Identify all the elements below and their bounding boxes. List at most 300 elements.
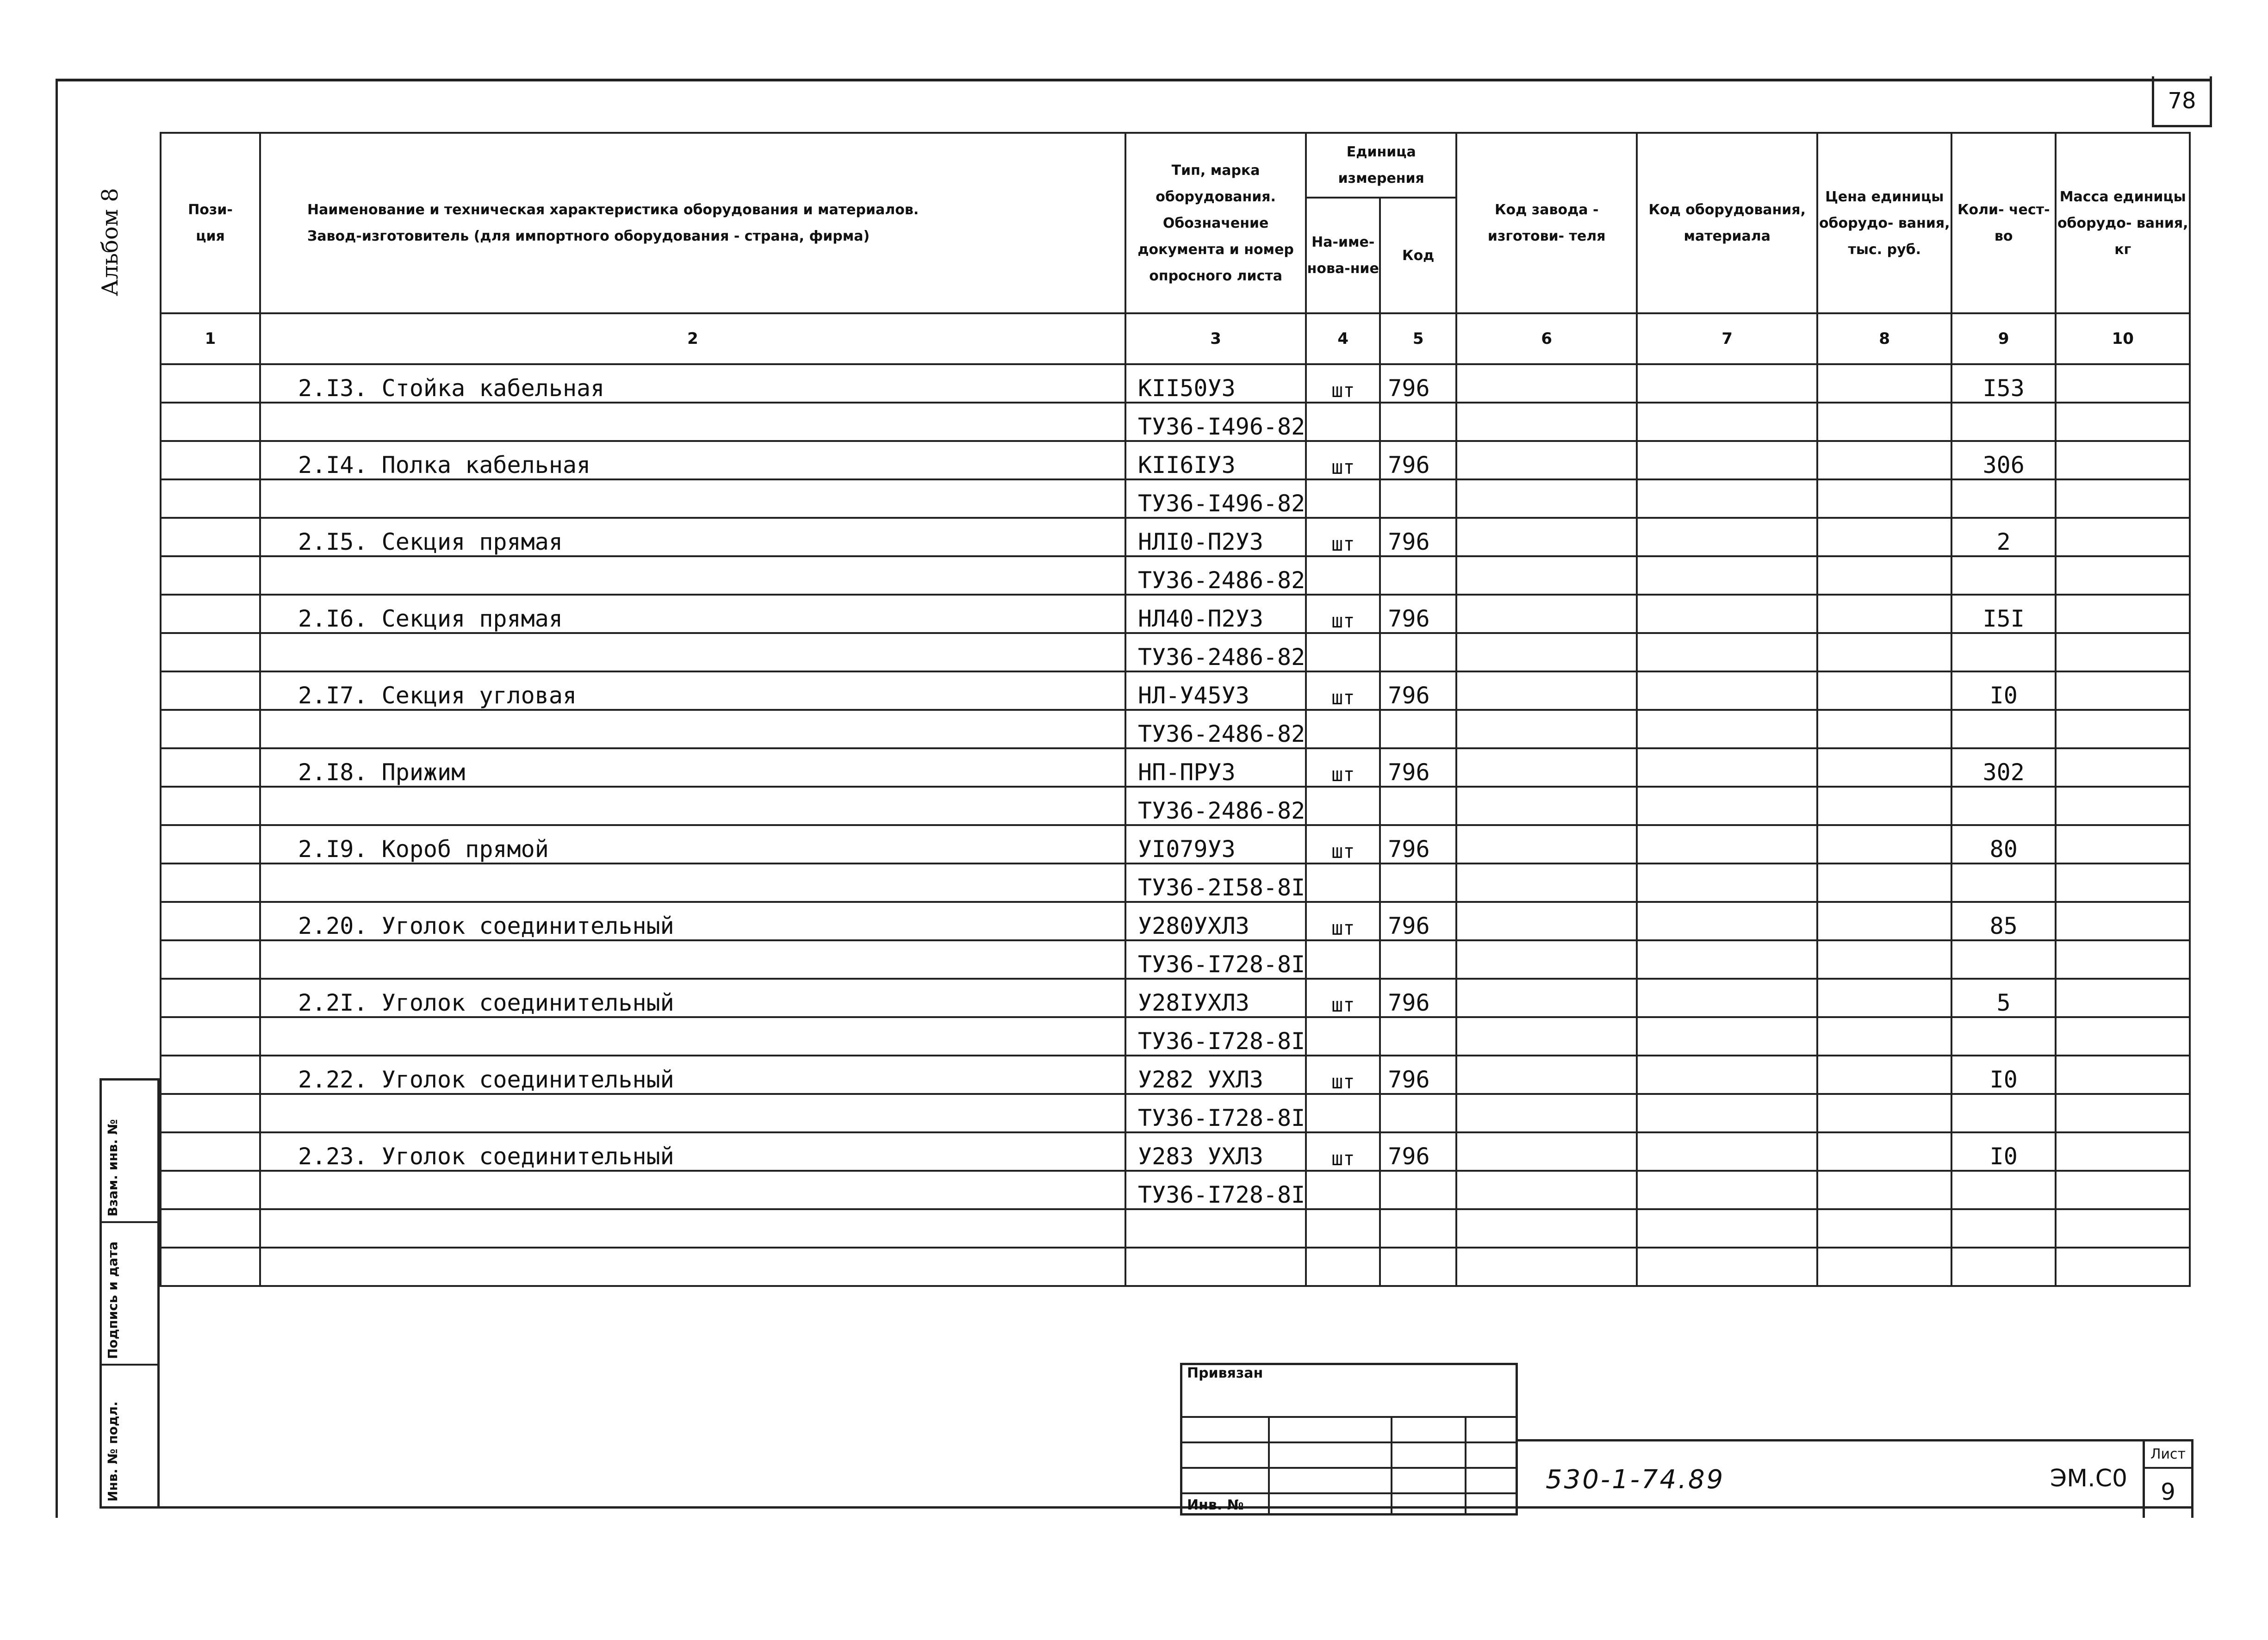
binding-stamp	[1180, 1363, 1518, 1516]
empty-cell	[1456, 1209, 1637, 1248]
empty-cell	[1306, 633, 1380, 671]
item-unit-code: 796	[1380, 671, 1456, 710]
empty-cell	[1817, 556, 1951, 595]
header-unit-group: Единица измерения	[1306, 133, 1456, 198]
table-row	[161, 595, 2190, 633]
empty-cell	[1637, 403, 1817, 441]
sheet-label: Лист	[2145, 1441, 2191, 1469]
cell-equip-code	[1637, 902, 1817, 940]
empty-cell	[161, 1094, 260, 1132]
empty-cell	[1306, 1171, 1380, 1209]
empty-cell	[2056, 403, 2190, 441]
empty-cell	[1380, 556, 1456, 595]
header-unit-name: На-име-нова-ние	[1306, 198, 1380, 313]
empty-cell	[161, 556, 260, 595]
cell-plant-code	[1456, 825, 1637, 863]
empty-cell	[1380, 1209, 1456, 1248]
item-qty: 5	[1951, 979, 2056, 1017]
empty-cell	[2056, 556, 2190, 595]
empty-cell	[1951, 1171, 2056, 1209]
empty-cell	[1456, 633, 1637, 671]
empty-cell	[161, 1017, 260, 1056]
side-stamp	[99, 1078, 160, 1509]
empty-cell	[1817, 710, 1951, 748]
empty-cell	[161, 863, 260, 902]
document-code: 530-1-74.89	[1546, 1465, 1725, 1495]
header-pos: Пози- ция	[161, 133, 260, 313]
column-number-row	[161, 313, 2190, 364]
empty-cell	[1951, 633, 2056, 671]
cell-mass	[2056, 441, 2190, 479]
item-unit: шт	[1306, 748, 1380, 787]
empty-cell	[1637, 633, 1817, 671]
item-name: 2.I5. Секция прямая	[260, 518, 1125, 556]
empty-cell	[1306, 863, 1380, 902]
empty-cell	[1817, 1094, 1951, 1132]
cell-equip-code	[1637, 364, 1817, 403]
item-unit: шт	[1306, 518, 1380, 556]
cell-price	[1817, 902, 1951, 940]
cell-pos	[161, 979, 260, 1017]
cell-plant-code	[1456, 1132, 1637, 1171]
cell-equip-code	[1637, 1132, 1817, 1171]
empty-cell	[1951, 1209, 2056, 1248]
column-number: 10	[2056, 313, 2190, 364]
cell-price	[1817, 1132, 1951, 1171]
cell-equip-code	[1637, 1056, 1817, 1094]
item-document: ТУ36-2486-82	[1125, 710, 1306, 748]
cell-pos	[161, 364, 260, 403]
cell-mass	[2056, 1056, 2190, 1094]
empty-cell	[1306, 403, 1380, 441]
cell-pos	[161, 441, 260, 479]
cell-pos	[161, 1056, 260, 1094]
empty-cell	[1637, 710, 1817, 748]
page-number: 78	[2152, 76, 2212, 127]
empty-cell	[260, 1094, 1125, 1132]
empty-cell	[161, 1171, 260, 1209]
table-row	[161, 1017, 2190, 1056]
empty-cell	[1380, 1094, 1456, 1132]
item-qty: I0	[1951, 1132, 2056, 1171]
sheet-box	[2143, 1441, 2193, 1518]
cell-equip-code	[1637, 518, 1817, 556]
table-row	[161, 863, 2190, 902]
empty-cell	[161, 710, 260, 748]
empty-cell	[260, 1248, 1125, 1286]
empty-cell	[260, 710, 1125, 748]
item-unit-code: 796	[1380, 902, 1456, 940]
cell-equip-code	[1637, 979, 1817, 1017]
item-type: У282 УХЛ3	[1125, 1056, 1306, 1094]
album-code: ЭМ.С0	[2050, 1465, 2128, 1492]
cell-pos	[161, 595, 260, 633]
cell-mass	[2056, 518, 2190, 556]
empty-cell	[1306, 479, 1380, 518]
item-name: 2.I3. Стойка кабельная	[260, 364, 1125, 403]
empty-cell	[2056, 940, 2190, 979]
empty-cell	[1637, 1017, 1817, 1056]
empty-cell	[1456, 1171, 1637, 1209]
empty-cell	[1380, 403, 1456, 441]
header-row	[161, 133, 2190, 198]
item-qty: 80	[1951, 825, 2056, 863]
table-row	[161, 1132, 2190, 1171]
empty-cell	[1380, 1171, 1456, 1209]
empty-cell	[260, 403, 1125, 441]
cell-plant-code	[1456, 671, 1637, 710]
side-stamp-cell: Инв. № подл.	[105, 1401, 120, 1502]
bound-label: Привязан	[1187, 1365, 1263, 1381]
item-unit-code: 796	[1380, 595, 1456, 633]
column-number: 5	[1380, 313, 1456, 364]
empty-cell	[1306, 710, 1380, 748]
empty-cell	[2056, 1209, 2190, 1248]
empty-cell	[161, 479, 260, 518]
cell-plant-code	[1456, 518, 1637, 556]
empty-cell	[161, 787, 260, 825]
empty-cell	[1456, 787, 1637, 825]
empty-cell	[1817, 1017, 1951, 1056]
item-unit: шт	[1306, 825, 1380, 863]
sheet-number: 9	[2161, 1478, 2175, 1505]
empty-cell	[2056, 1248, 2190, 1286]
cell-pos	[161, 671, 260, 710]
item-type: УI079У3	[1125, 825, 1306, 863]
empty-cell	[1306, 1248, 1380, 1286]
item-document: ТУ36-2486-82	[1125, 633, 1306, 671]
empty-cell	[1637, 556, 1817, 595]
column-number: 8	[1817, 313, 1951, 364]
header-type: Тип, марка оборудования. Обозначение документа и номер опросного листа	[1125, 133, 1306, 313]
empty-cell	[260, 1209, 1125, 1248]
empty-cell	[1380, 479, 1456, 518]
cell-pos	[161, 518, 260, 556]
empty-cell	[1637, 1209, 1817, 1248]
empty-cell	[2056, 633, 2190, 671]
empty-cell	[1817, 403, 1951, 441]
item-type: НЛ40-П2У3	[1125, 595, 1306, 633]
empty-cell	[2056, 710, 2190, 748]
cell-pos	[161, 748, 260, 787]
item-unit-code: 796	[1380, 825, 1456, 863]
empty-cell	[161, 403, 260, 441]
item-unit-code: 796	[1380, 441, 1456, 479]
empty-cell	[1951, 1017, 2056, 1056]
item-type: У28IУХЛ3	[1125, 979, 1306, 1017]
empty-cell	[2056, 479, 2190, 518]
empty-cell	[260, 633, 1125, 671]
empty-cell	[1380, 633, 1456, 671]
title-block	[1518, 1439, 2193, 1516]
empty-cell	[1817, 863, 1951, 902]
cell-price	[1817, 748, 1951, 787]
empty-cell	[1817, 940, 1951, 979]
empty-cell	[1817, 633, 1951, 671]
empty-cell	[1456, 1248, 1637, 1286]
item-unit: шт	[1306, 979, 1380, 1017]
column-number: 6	[1456, 313, 1637, 364]
item-type: У280УХЛ3	[1125, 902, 1306, 940]
empty-cell	[161, 1248, 260, 1286]
item-unit: шт	[1306, 1132, 1380, 1171]
empty-cell	[1637, 1248, 1817, 1286]
item-type: НП-ПРУ3	[1125, 748, 1306, 787]
empty-cell	[260, 1171, 1125, 1209]
empty-cell	[161, 940, 260, 979]
item-name: 2.23. Уголок соединительный	[260, 1132, 1125, 1171]
item-unit: шт	[1306, 671, 1380, 710]
album-label: Альбом 8	[97, 188, 123, 296]
item-qty: 306	[1951, 441, 2056, 479]
empty-cell	[1637, 787, 1817, 825]
item-qty: 85	[1951, 902, 2056, 940]
empty-cell	[260, 479, 1125, 518]
empty-cell	[1456, 1017, 1637, 1056]
item-unit-code: 796	[1380, 1132, 1456, 1171]
empty-cell	[1817, 479, 1951, 518]
specification-table	[160, 132, 2191, 1287]
item-qty: I53	[1951, 364, 2056, 403]
cell-mass	[2056, 671, 2190, 710]
empty-cell	[2056, 1171, 2190, 1209]
item-name: 2.I7. Секция угловая	[260, 671, 1125, 710]
cell-price	[1817, 825, 1951, 863]
empty-cell	[1306, 787, 1380, 825]
item-document: ТУ36-2486-82	[1125, 787, 1306, 825]
table-row	[161, 633, 2190, 671]
empty-cell	[1637, 1171, 1817, 1209]
empty-cell	[1380, 863, 1456, 902]
empty-cell	[1456, 403, 1637, 441]
empty-cell	[2056, 787, 2190, 825]
header-name: Наименование и техническая характеристика оборудования и материалов. Завод-изготовитель (для импортного оборудования - страна, фирма)	[260, 133, 1125, 313]
empty-cell	[1306, 556, 1380, 595]
cell-mass	[2056, 595, 2190, 633]
cell-plant-code	[1456, 1056, 1637, 1094]
table-row	[161, 441, 2190, 479]
column-number: 2	[260, 313, 1125, 364]
empty-cell	[1306, 1209, 1380, 1248]
item-unit-code: 796	[1380, 364, 1456, 403]
cell-plant-code	[1456, 748, 1637, 787]
column-number: 3	[1125, 313, 1306, 364]
table-row	[161, 556, 2190, 595]
cell-price	[1817, 364, 1951, 403]
cell-pos	[161, 1132, 260, 1171]
cell-price	[1817, 595, 1951, 633]
item-name: 2.I9. Короб прямой	[260, 825, 1125, 863]
cell-plant-code	[1456, 595, 1637, 633]
item-document: ТУ36-I496-82	[1125, 403, 1306, 441]
empty-cell	[260, 1017, 1125, 1056]
item-unit-code: 796	[1380, 748, 1456, 787]
table-row	[161, 825, 2190, 863]
empty-cell	[1456, 556, 1637, 595]
stamp-line	[1391, 1416, 1392, 1513]
empty-cell	[1637, 1094, 1817, 1132]
cell-mass	[2056, 748, 2190, 787]
item-document: ТУ36-I496-82	[1125, 479, 1306, 518]
empty-cell	[1951, 787, 2056, 825]
item-document: ТУ36-I728-8I	[1125, 1171, 1306, 1209]
item-name: 2.I8. Прижим	[260, 748, 1125, 787]
item-type: НЛI0-П2У3	[1125, 518, 1306, 556]
empty-cell	[161, 1209, 260, 1248]
item-document: ТУ36-2486-82	[1125, 556, 1306, 595]
empty-cell	[1951, 556, 2056, 595]
side-stamp-cell: Подпись и дата	[102, 1223, 157, 1366]
empty-cell	[1817, 787, 1951, 825]
table-row	[161, 787, 2190, 825]
cell-price	[1817, 441, 1951, 479]
empty-cell	[1951, 863, 2056, 902]
empty-cell	[1951, 403, 2056, 441]
empty-cell	[1380, 787, 1456, 825]
item-unit-code: 796	[1380, 979, 1456, 1017]
item-unit: шт	[1306, 595, 1380, 633]
empty-cell	[260, 556, 1125, 595]
cell-plant-code	[1456, 441, 1637, 479]
cell-equip-code	[1637, 441, 1817, 479]
inv-label: Инв. №	[1187, 1497, 1244, 1513]
item-type: КII50У3	[1125, 364, 1306, 403]
empty-cell	[1951, 1094, 2056, 1132]
empty-cell	[1125, 1209, 1306, 1248]
empty-cell	[1456, 1094, 1637, 1132]
table-row	[161, 403, 2190, 441]
empty-cell	[2056, 1094, 2190, 1132]
cell-mass	[2056, 364, 2190, 403]
empty-cell	[1951, 1248, 2056, 1286]
cell-equip-code	[1637, 748, 1817, 787]
empty-cell	[2056, 1017, 2190, 1056]
empty-cell	[1951, 479, 2056, 518]
empty-cell	[1817, 1248, 1951, 1286]
item-document: ТУ36-I728-8I	[1125, 1094, 1306, 1132]
item-qty: I0	[1951, 671, 2056, 710]
header-price: Цена единицы оборудо- вания, тыс. руб.	[1817, 133, 1951, 313]
header-qty: Коли- чест- во	[1951, 133, 2056, 313]
cell-mass	[2056, 979, 2190, 1017]
empty-cell	[1306, 940, 1380, 979]
item-unit-code: 796	[1380, 1056, 1456, 1094]
table-row	[161, 979, 2190, 1017]
item-unit: шт	[1306, 364, 1380, 403]
cell-price	[1817, 671, 1951, 710]
cell-price	[1817, 518, 1951, 556]
header-equip-code: Код оборудования, материала	[1637, 133, 1817, 313]
empty-cell	[1456, 710, 1637, 748]
cell-mass	[2056, 825, 2190, 863]
cell-equip-code	[1637, 595, 1817, 633]
empty-cell	[1817, 1171, 1951, 1209]
empty-cell	[1817, 1209, 1951, 1248]
column-number: 9	[1951, 313, 2056, 364]
cell-equip-code	[1637, 671, 1817, 710]
empty-cell	[1637, 479, 1817, 518]
item-name: 2.I4. Полка кабельная	[260, 441, 1125, 479]
item-unit-code: 796	[1380, 518, 1456, 556]
table-row	[161, 364, 2190, 403]
cell-plant-code	[1456, 364, 1637, 403]
empty-cell	[1306, 1094, 1380, 1132]
empty-cell	[1637, 940, 1817, 979]
empty-cell	[1380, 710, 1456, 748]
stamp-line	[1268, 1416, 1270, 1513]
empty-cell	[1456, 940, 1637, 979]
item-document: ТУ36-I728-8I	[1125, 940, 1306, 979]
item-document: ТУ36-2I58-8I	[1125, 863, 1306, 902]
item-name: 2.I6. Секция прямая	[260, 595, 1125, 633]
table-row	[161, 940, 2190, 979]
cell-price	[1817, 1056, 1951, 1094]
table-row	[161, 671, 2190, 710]
empty-cell	[260, 863, 1125, 902]
cell-equip-code	[1637, 825, 1817, 863]
item-type: НЛ-У45У3	[1125, 671, 1306, 710]
cell-plant-code	[1456, 902, 1637, 940]
header-unit-code: Код	[1380, 198, 1456, 313]
empty-cell	[1951, 710, 2056, 748]
empty-cell	[1306, 1017, 1380, 1056]
item-qty: I5I	[1951, 595, 2056, 633]
header-mass: Масса единицы оборудо- вания, кг	[2056, 133, 2190, 313]
table-row-empty	[161, 1209, 2190, 1248]
item-type: КII6IУ3	[1125, 441, 1306, 479]
specification-body	[161, 364, 2190, 1286]
empty-cell	[260, 940, 1125, 979]
empty-cell	[1125, 1248, 1306, 1286]
empty-cell	[260, 787, 1125, 825]
item-name: 2.20. Уголок соединительный	[260, 902, 1125, 940]
item-unit: шт	[1306, 902, 1380, 940]
table-row	[161, 1056, 2190, 1094]
item-type: У283 УХЛ3	[1125, 1132, 1306, 1171]
item-qty: I0	[1951, 1056, 2056, 1094]
column-number: 1	[161, 313, 260, 364]
cell-price	[1817, 979, 1951, 1017]
cell-pos	[161, 825, 260, 863]
empty-cell	[1456, 479, 1637, 518]
table-row	[161, 518, 2190, 556]
empty-cell	[1380, 1017, 1456, 1056]
item-unit: шт	[1306, 441, 1380, 479]
stamp-line	[1465, 1416, 1466, 1513]
column-number: 4	[1306, 313, 1380, 364]
table-row-empty	[161, 1248, 2190, 1286]
table-row	[161, 748, 2190, 787]
item-name: 2.22. Уголок соединительный	[260, 1056, 1125, 1094]
side-stamp-cell: Взам. инв. №	[102, 1081, 157, 1223]
table-row	[161, 710, 2190, 748]
empty-cell	[1637, 863, 1817, 902]
table-row	[161, 1094, 2190, 1132]
table-row	[161, 479, 2190, 518]
table-row	[161, 1171, 2190, 1209]
header-plant-code: Код завода - изготови- теля	[1456, 133, 1637, 313]
column-number: 7	[1637, 313, 1817, 364]
item-qty: 302	[1951, 748, 2056, 787]
item-qty: 2	[1951, 518, 2056, 556]
table-row	[161, 902, 2190, 940]
empty-cell	[1456, 863, 1637, 902]
empty-cell	[1380, 1248, 1456, 1286]
empty-cell	[1951, 940, 2056, 979]
cell-plant-code	[1456, 979, 1637, 1017]
cell-mass	[2056, 1132, 2190, 1171]
item-document: ТУ36-I728-8I	[1125, 1017, 1306, 1056]
